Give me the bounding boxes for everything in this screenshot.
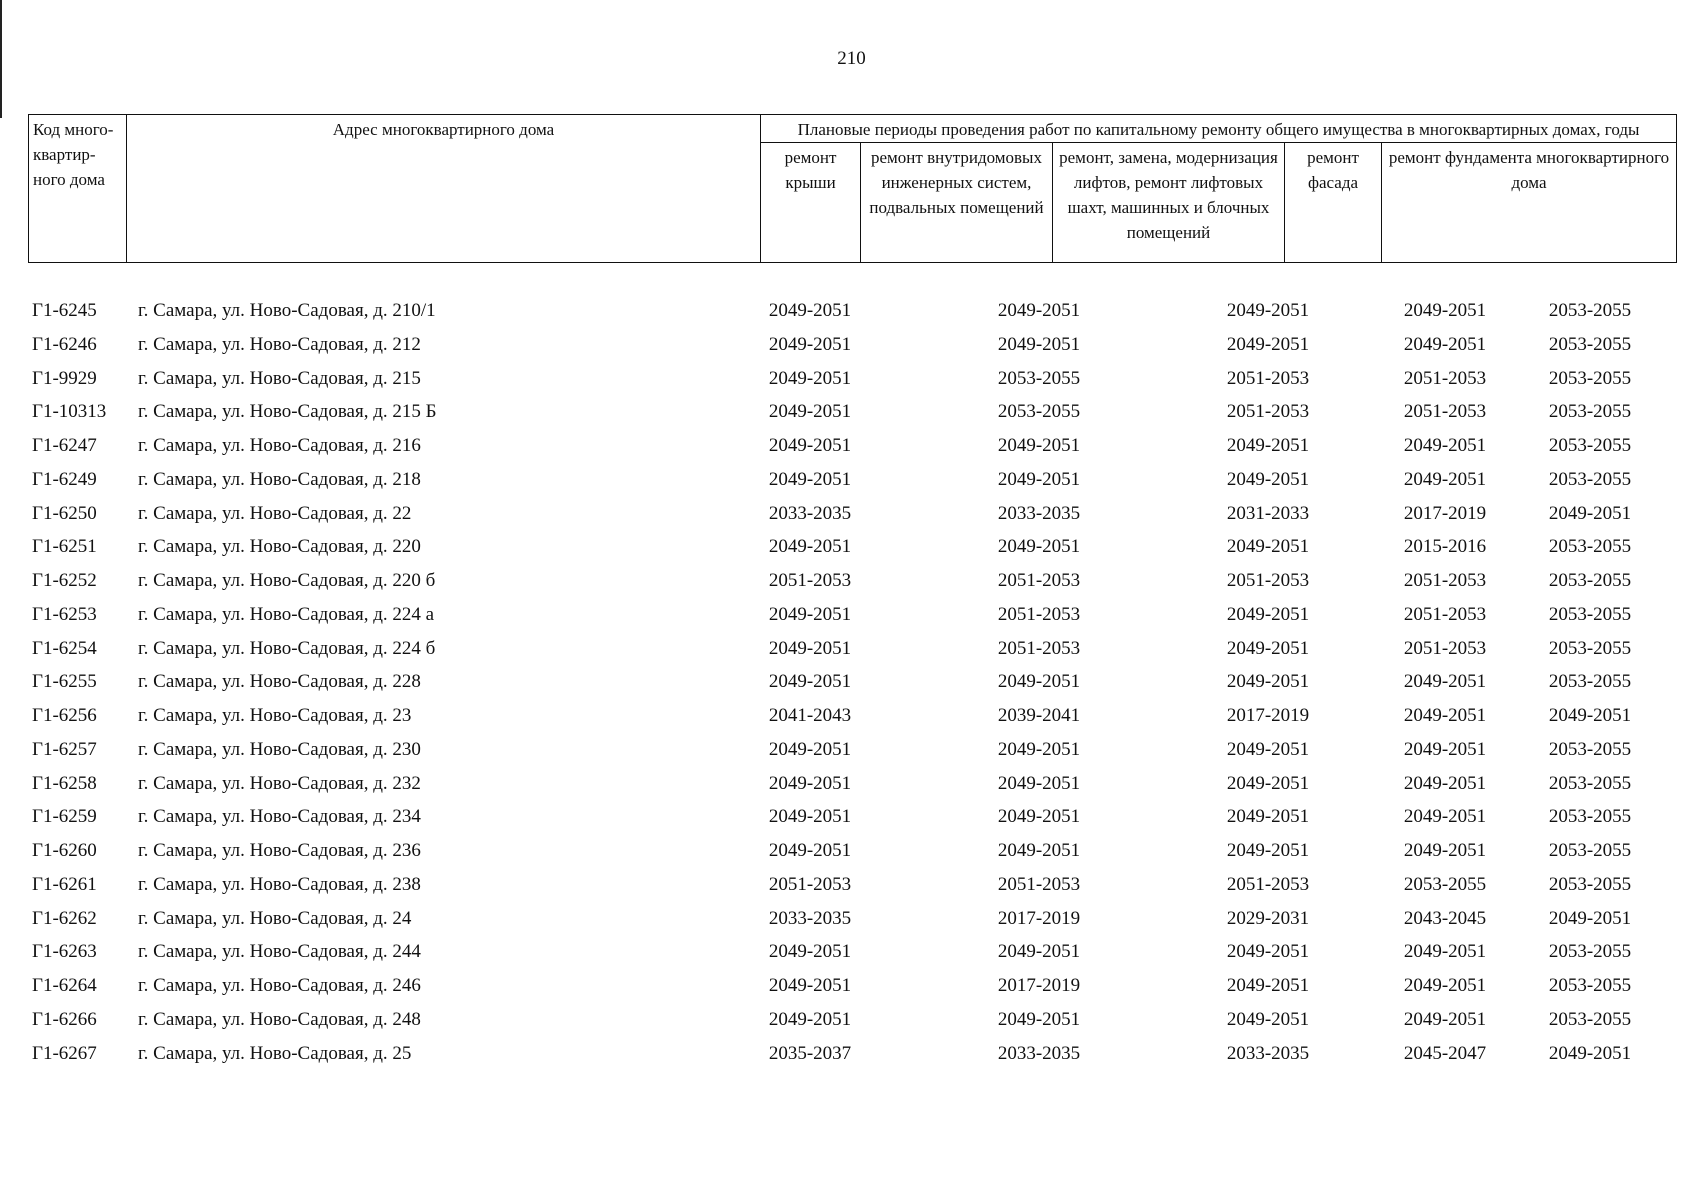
cell-code: Г1-6267 (32, 1042, 97, 1064)
cell-roof: 2051-2053 (768, 570, 852, 591)
cell-elevators: 2049-2051 (1226, 941, 1310, 963)
cell-code: Г1-6257 (32, 738, 97, 760)
cell-foundation: 2053-2055 (1548, 333, 1632, 355)
cell-foundation: 2049-2051 (1548, 705, 1632, 726)
table-row (28, 671, 1676, 705)
cell-roof: 2049-2051 (768, 401, 852, 423)
cell-facade: 2049-2051 (1403, 468, 1487, 490)
cell-elevators: 2049-2051 (1226, 603, 1310, 625)
cell-roof: 2049-2051 (768, 333, 852, 355)
cell-code: Г1-6246 (32, 333, 97, 355)
cell-elevators: 2049-2051 (1226, 637, 1310, 659)
cell-roof: 2051-2053 (768, 873, 852, 895)
cell-engineering: 2049-2051 (997, 300, 1081, 321)
cell-code: Г1-6253 (32, 603, 97, 625)
table-row (28, 806, 1676, 840)
table-row (28, 773, 1676, 807)
cell-foundation: 2053-2055 (1548, 300, 1632, 321)
cell-address: г. Самара, ул. Ново-Садовая, д. 23 (138, 705, 412, 726)
cell-elevators: 2051-2053 (1226, 367, 1310, 389)
cell-facade: 2051-2053 (1403, 367, 1487, 389)
cell-foundation: 2053-2055 (1548, 975, 1632, 996)
cell-address: г. Самара, ул. Ново-Садовая, д. 24 (138, 907, 412, 929)
cell-elevators: 2049-2051 (1226, 468, 1310, 490)
cell-elevators: 2029-2031 (1226, 907, 1310, 929)
cell-facade: 2049-2051 (1403, 840, 1487, 861)
header-facade: ремонт фасада (1285, 143, 1382, 263)
table-row (28, 570, 1676, 604)
table-row (28, 604, 1676, 638)
cell-address: г. Самара, ул. Ново-Садовая, д. 25 (138, 1042, 412, 1064)
table-row (28, 503, 1676, 537)
header-engineering: ремонт внутридомовых инженерных систем, подвальных помещений (861, 143, 1053, 263)
cell-address: г. Самара, ул. Ново-Садовая, д. 216 (138, 435, 421, 456)
header-periods-group: Плановые периоды проведения работ по капитальному ремонту общего имущества в многоквартирных домах, годы (761, 115, 1677, 143)
cell-address: г. Самара, ул. Ново-Садовая, д. 212 (138, 333, 421, 355)
cell-elevators: 2051-2053 (1226, 570, 1310, 591)
cell-foundation: 2053-2055 (1548, 941, 1632, 963)
cell-elevators: 2049-2051 (1226, 840, 1310, 861)
cell-address: г. Самара, ул. Ново-Садовая, д. 218 (138, 468, 421, 490)
cell-engineering: 2017-2019 (997, 975, 1081, 996)
cell-elevators: 2049-2051 (1226, 300, 1310, 321)
cell-code: Г1-6263 (32, 941, 97, 963)
cell-facade: 2051-2053 (1403, 570, 1487, 591)
cell-address: г. Самара, ул. Ново-Садовая, д. 230 (138, 738, 421, 760)
cell-code: Г1-6256 (32, 705, 97, 726)
cell-code: Г1-6266 (32, 1008, 97, 1030)
cell-foundation: 2053-2055 (1548, 1008, 1632, 1030)
table-row (28, 941, 1676, 975)
cell-roof: 2049-2051 (768, 536, 852, 558)
cell-facade: 2049-2051 (1403, 435, 1487, 456)
page-number: 210 (837, 48, 866, 69)
cell-engineering: 2053-2055 (997, 367, 1081, 389)
cell-engineering: 2051-2053 (997, 603, 1081, 625)
cell-address: г. Самара, ул. Ново-Садовая, д. 232 (138, 772, 421, 794)
cell-foundation: 2049-2051 (1548, 907, 1632, 929)
cell-address: г. Самара, ул. Ново-Садовая, д. 220 (138, 536, 421, 558)
cell-facade: 2049-2051 (1403, 772, 1487, 794)
cell-foundation: 2053-2055 (1548, 468, 1632, 490)
cell-facade: 2049-2051 (1403, 705, 1487, 726)
cell-roof: 2049-2051 (768, 941, 852, 963)
cell-elevators: 2049-2051 (1226, 536, 1310, 558)
cell-engineering: 2051-2053 (997, 637, 1081, 659)
cell-foundation: 2053-2055 (1548, 772, 1632, 794)
cell-address: г. Самара, ул. Ново-Садовая, д. 238 (138, 873, 421, 895)
header-elevators: ремонт, замена, модернизация лифтов, ремонт лифтовых шахт, машинных и блочных помещений (1053, 143, 1285, 263)
cell-elevators: 2051-2053 (1226, 401, 1310, 423)
header-foundation: ремонт фундамента многоквартирного дома (1382, 143, 1677, 263)
cell-foundation: 2053-2055 (1548, 401, 1632, 423)
cell-code: Г1-6264 (32, 975, 97, 996)
cell-code: Г1-6255 (32, 671, 97, 693)
cell-facade: 2049-2051 (1403, 671, 1487, 693)
cell-roof: 2049-2051 (768, 300, 852, 321)
cell-code: Г1-6252 (32, 570, 97, 591)
table-row (28, 300, 1676, 334)
cell-code: Г1-6247 (32, 435, 97, 456)
cell-engineering: 2049-2051 (997, 468, 1081, 490)
cell-engineering: 2051-2053 (997, 570, 1081, 591)
cell-engineering: 2049-2051 (997, 738, 1081, 760)
cell-address: г. Самара, ул. Ново-Садовая, д. 215 Б (138, 401, 437, 423)
cell-elevators: 2049-2051 (1226, 435, 1310, 456)
cell-facade: 2051-2053 (1403, 401, 1487, 423)
cell-engineering: 2039-2041 (997, 705, 1081, 726)
cell-facade: 2045-2047 (1403, 1042, 1487, 1064)
table-row (28, 638, 1676, 672)
cell-address: г. Самара, ул. Ново-Садовая, д. 236 (138, 840, 421, 861)
cell-roof: 2049-2051 (768, 435, 852, 456)
cell-code: Г1-6250 (32, 502, 97, 524)
cell-facade: 2049-2051 (1403, 806, 1487, 828)
cell-roof: 2049-2051 (768, 671, 852, 693)
cell-roof: 2049-2051 (768, 367, 852, 389)
cell-foundation: 2053-2055 (1548, 435, 1632, 456)
cell-elevators: 2049-2051 (1226, 738, 1310, 760)
cell-facade: 2043-2045 (1403, 907, 1487, 929)
cell-engineering: 2017-2019 (997, 907, 1081, 929)
cell-elevators: 2031-2033 (1226, 502, 1310, 524)
cell-elevators: 2049-2051 (1226, 772, 1310, 794)
cell-foundation: 2053-2055 (1548, 671, 1632, 693)
cell-code: Г1-6259 (32, 806, 97, 828)
cell-address: г. Самара, ул. Ново-Садовая, д. 224 а (138, 603, 435, 625)
cell-foundation: 2049-2051 (1548, 502, 1632, 524)
cell-foundation: 2053-2055 (1548, 367, 1632, 389)
cell-facade: 2017-2019 (1403, 502, 1487, 524)
cell-address: г. Самара, ул. Ново-Садовая, д. 234 (138, 806, 421, 828)
cell-code: Г1-6260 (32, 840, 97, 861)
cell-engineering: 2049-2051 (997, 536, 1081, 558)
cell-foundation: 2053-2055 (1548, 806, 1632, 828)
cell-elevators: 2051-2053 (1226, 873, 1310, 895)
table-row (28, 435, 1676, 469)
cell-elevators: 2049-2051 (1226, 1008, 1310, 1030)
cell-address: г. Самара, ул. Ново-Садовая, д. 248 (138, 1008, 421, 1030)
cell-code: Г1-6254 (32, 637, 97, 659)
cell-engineering: 2053-2055 (997, 401, 1081, 423)
cell-facade: 2051-2053 (1403, 603, 1487, 625)
cell-roof: 2049-2051 (768, 603, 852, 625)
cell-code: Г1-9929 (32, 367, 97, 389)
cell-facade: 2015-2016 (1403, 536, 1487, 558)
cell-foundation: 2053-2055 (1548, 738, 1632, 760)
table-row (28, 368, 1676, 402)
cell-roof: 2033-2035 (768, 907, 852, 929)
table-row (28, 705, 1676, 739)
cell-elevators: 2049-2051 (1226, 806, 1310, 828)
cell-engineering: 2049-2051 (997, 806, 1081, 828)
table-body (28, 300, 1676, 1076)
cell-address: г. Самара, ул. Ново-Садовая, д. 220 б (138, 570, 436, 591)
header-address: Адрес многоквартирного дома (127, 115, 761, 263)
cell-roof: 2049-2051 (768, 806, 852, 828)
cell-roof: 2049-2051 (768, 637, 852, 659)
cell-roof: 2049-2051 (768, 1008, 852, 1030)
cell-roof: 2049-2051 (768, 840, 852, 861)
cell-roof: 2049-2051 (768, 468, 852, 490)
cell-code: Г1-10313 (32, 401, 107, 423)
cell-roof: 2035-2037 (768, 1042, 852, 1064)
table-row (28, 874, 1676, 908)
cell-engineering: 2033-2035 (997, 502, 1081, 524)
cell-facade: 2049-2051 (1403, 300, 1487, 321)
cell-engineering: 2049-2051 (997, 772, 1081, 794)
table-row (28, 334, 1676, 368)
cell-engineering: 2049-2051 (997, 941, 1081, 963)
table-row (28, 739, 1676, 773)
table-row (28, 1009, 1676, 1043)
cell-code: Г1-6251 (32, 536, 97, 558)
table-row (28, 536, 1676, 570)
table-row (28, 1043, 1676, 1077)
cell-code: Г1-6258 (32, 772, 97, 794)
table-row (28, 840, 1676, 874)
cell-elevators: 2033-2035 (1226, 1042, 1310, 1064)
cell-address: г. Самара, ул. Ново-Садовая, д. 215 (138, 367, 421, 389)
cell-elevators: 2049-2051 (1226, 333, 1310, 355)
cell-code: Г1-6249 (32, 468, 97, 490)
table-row (28, 975, 1676, 1009)
cell-foundation: 2053-2055 (1548, 603, 1632, 625)
cell-roof: 2033-2035 (768, 502, 852, 524)
cell-engineering: 2049-2051 (997, 840, 1081, 861)
table-row (28, 908, 1676, 942)
cell-code: Г1-6262 (32, 907, 97, 929)
header-roof: ремонт крыши (761, 143, 861, 263)
table-header (28, 114, 1677, 263)
cell-facade: 2049-2051 (1403, 941, 1487, 963)
cell-engineering: 2033-2035 (997, 1042, 1081, 1064)
cell-roof: 2049-2051 (768, 975, 852, 996)
cell-facade: 2049-2051 (1403, 738, 1487, 760)
cell-engineering: 2049-2051 (997, 671, 1081, 693)
cell-elevators: 2017-2019 (1226, 705, 1310, 726)
cell-foundation: 2053-2055 (1548, 840, 1632, 861)
cell-foundation: 2053-2055 (1548, 536, 1632, 558)
cell-code: Г1-6261 (32, 873, 97, 895)
cell-address: г. Самара, ул. Ново-Садовая, д. 224 б (138, 637, 436, 659)
cell-foundation: 2053-2055 (1548, 873, 1632, 895)
cell-roof: 2049-2051 (768, 772, 852, 794)
cell-engineering: 2049-2051 (997, 333, 1081, 355)
cell-engineering: 2049-2051 (997, 435, 1081, 456)
cell-address: г. Самара, ул. Ново-Садовая, д. 210/1 (138, 300, 436, 321)
table-row (28, 401, 1676, 435)
cell-foundation: 2049-2051 (1548, 1042, 1632, 1064)
cell-facade: 2051-2053 (1403, 637, 1487, 659)
cell-facade: 2049-2051 (1403, 1008, 1487, 1030)
cell-foundation: 2053-2055 (1548, 637, 1632, 659)
cell-facade: 2049-2051 (1403, 333, 1487, 355)
header-code: Код много-квартир-ного дома (29, 115, 127, 263)
cell-elevators: 2049-2051 (1226, 975, 1310, 996)
cell-facade: 2053-2055 (1403, 873, 1487, 895)
cell-address: г. Самара, ул. Ново-Садовая, д. 244 (138, 941, 421, 963)
cell-code: Г1-6245 (32, 300, 97, 321)
cell-address: г. Самара, ул. Ново-Садовая, д. 228 (138, 671, 421, 693)
cell-facade: 2049-2051 (1403, 975, 1487, 996)
cell-elevators: 2049-2051 (1226, 671, 1310, 693)
cell-address: г. Самара, ул. Ново-Садовая, д. 22 (138, 502, 412, 524)
cell-roof: 2041-2043 (768, 705, 852, 726)
cell-address: г. Самара, ул. Ново-Садовая, д. 246 (138, 975, 421, 996)
cell-engineering: 2051-2053 (997, 873, 1081, 895)
cell-roof: 2049-2051 (768, 738, 852, 760)
cell-engineering: 2049-2051 (997, 1008, 1081, 1030)
cell-foundation: 2053-2055 (1548, 570, 1632, 591)
table-row (28, 469, 1676, 503)
